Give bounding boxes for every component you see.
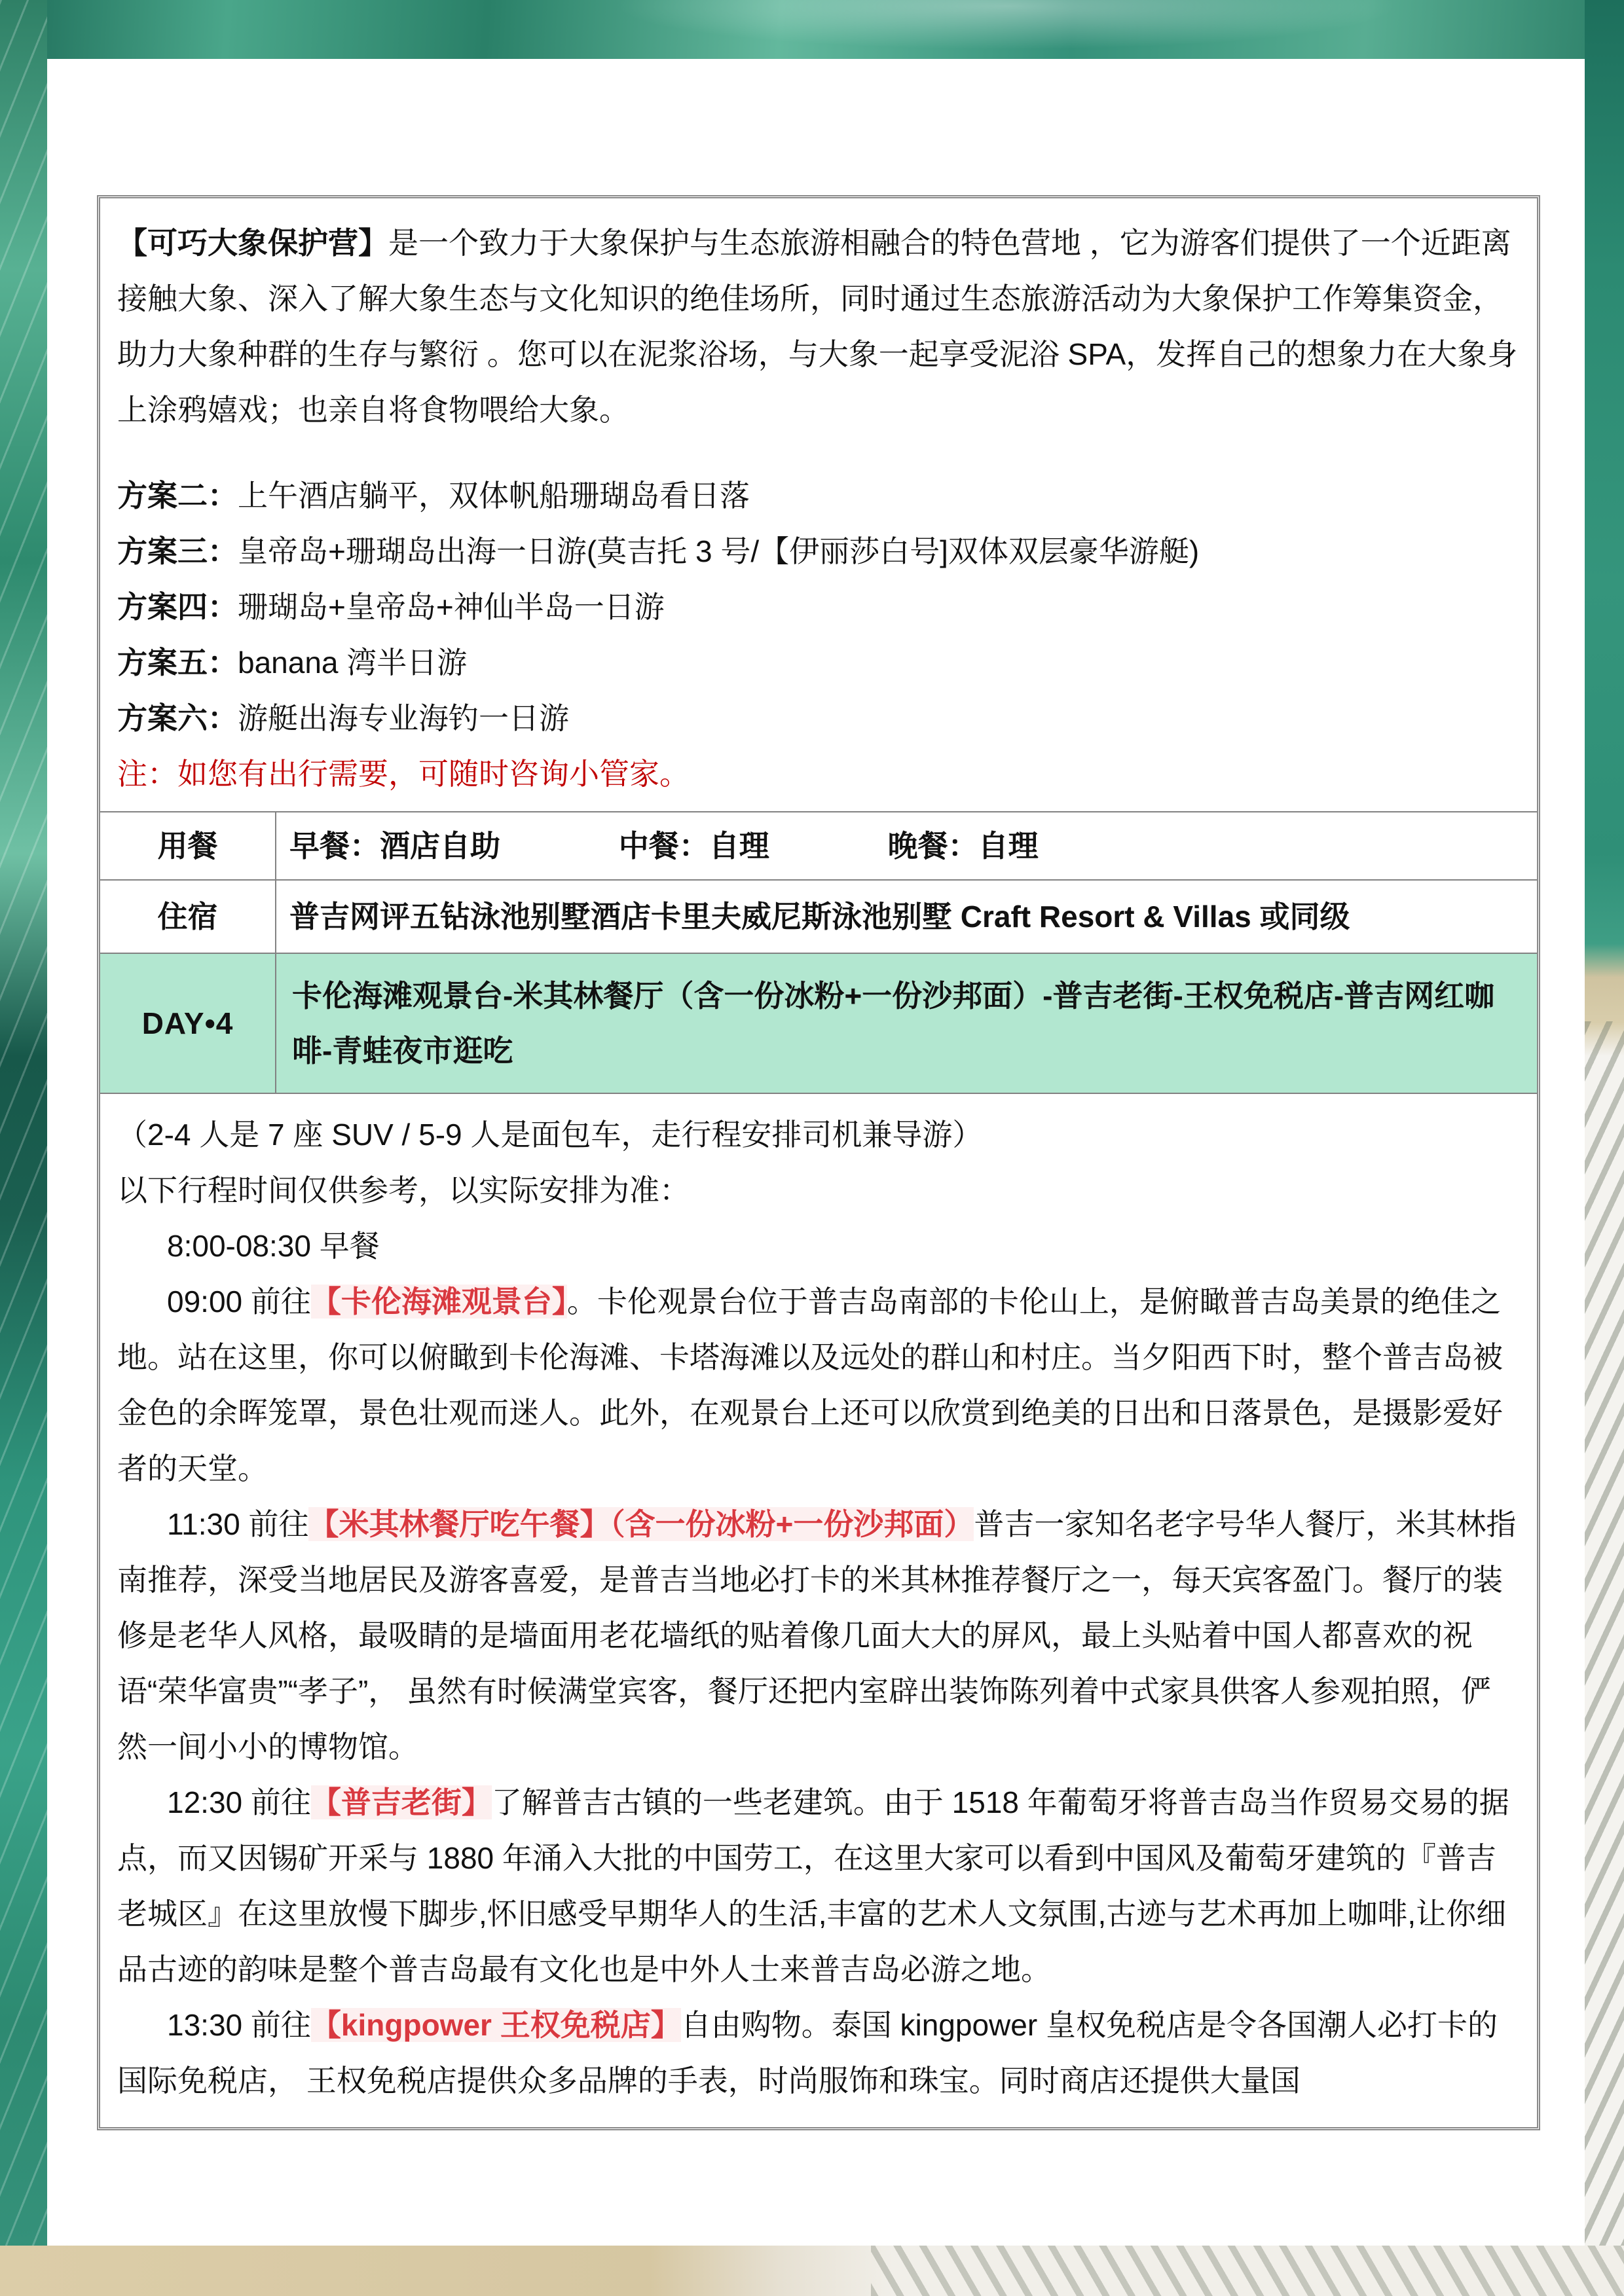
stop-1330-description: 自由购物。泰国 kingpower 皇权免税店是令各国潮人必打卡的国际免税店， 王权免税店提供众多品牌的手表，时尚服饰和珠宝。同时商店还提供大量国 xyxy=(117,2008,1498,2098)
stop-1230-prefix: 12:30 前往 xyxy=(167,1785,311,1819)
background-top-marble xyxy=(0,0,1624,60)
stay-row-value: 普吉网评五钻泳池别墅酒店卡里夫威尼斯泳池别墅 Craft Resort & Villas 或同级 xyxy=(276,880,1537,953)
stop-1130-prefix: 11:30 前往 xyxy=(167,1507,309,1541)
stop-1230-description: 了解普吉古镇的一些老建筑。由于 1518 年葡萄牙将普吉岛当作贸易交易的据点，而又因锡矿开采与 1880 年涌入大批的中国劳工，在这里大家可以看到中国风及葡萄牙建筑的『普吉老城区』在这里放慢下脚步,怀旧感受早期华人的生活,丰富的艺术人文氛围,古迹与艺术再加上咖啡,让你细品古迹的韵味是整个普吉岛最有文化也是中外人士来普吉岛必游之地。 xyxy=(117,1785,1509,1986)
time-reference-note: 以下行程时间仅供参考，以实际安排为准： xyxy=(117,1173,690,1207)
breakfast-value: 早餐：酒店自助 xyxy=(289,828,500,863)
plan-option-3 xyxy=(117,524,1520,579)
plan-option-5 xyxy=(117,635,1520,691)
meals-row-values xyxy=(276,812,1537,880)
day-info-table xyxy=(100,811,1537,1094)
plan-option-2 xyxy=(117,468,1520,524)
stop-1230-highlight: 【普吉老街】 xyxy=(310,1785,492,1819)
plan-option-6-label: 方案六： xyxy=(117,701,238,735)
stop-1330-kingpower-dutyfree xyxy=(117,1997,1520,2109)
meals-row-header: 用餐 xyxy=(100,812,276,880)
background-right-stripes xyxy=(1585,1021,1624,2247)
day4-itinerary xyxy=(100,1107,1537,2127)
stop-1130-highlight: 【米其林餐厅吃午餐】（含一份冰粉+一份沙邦面） xyxy=(308,1507,974,1541)
elephant-camp-text: 是一个致力于大象保护与生态旅游相融合的特色营地 ，它为游客们提供了一个近距离接触大象、深入了解大象生态与文化知识的绝佳场所，同时通过生态旅游活动为大象保护工作筹集资金，助力大象种群的生存与繁衍 。您可以在泥浆浴场，与大象一起享受泥浴 SPA，发挥自己的想象力在大象身上涂鸦嬉戏；也亲自将食物喂给大象。 xyxy=(117,226,1518,427)
stop-1130-description: 普吉一家知名老字号华人餐厅，米其林指南推荐，深受当地居民及游客喜爱，是普吉当地必打卡的米其林推荐餐厅之一，每天宾客盈门。餐厅的装修是老华人风格，最吸睛的是墙面用老花墙纸的贴着像几面大大的屏风，最上头贴着中国人都喜欢的祝语“荣华富贵”“孝子”， 虽然有时候满堂宾客，餐厅还把内室辟出装饰陈列着中式家具供客人参观拍照，俨然一间小小的博物馆。 xyxy=(117,1507,1517,1764)
itinerary-content-box xyxy=(97,195,1540,2130)
background-bottom-stripes xyxy=(871,2246,1624,2296)
day4-title: 卡伦海滩观景台-米其林餐厅（含一份冰粉+一份沙邦面）-普吉老街-王权免税店-普吉网红咖啡-青蛙夜市逛吃 xyxy=(276,953,1537,1093)
day4-row xyxy=(100,953,1537,1093)
butler-note: 注：如您有出行需要，可随时咨询小管家。 xyxy=(117,757,690,791)
plan-option-6-text: 游艇出海专业海钓一日游 xyxy=(238,701,569,735)
plan-option-3-text: 皇帝岛+珊瑚岛出海一日游(莫吉托 3 号/【伊丽莎白号]双体双层豪华游艇) xyxy=(238,534,1200,568)
plan-option-5-label: 方案五： xyxy=(117,646,238,680)
stop-1230-phuket-old-town xyxy=(117,1775,1520,1997)
breakfast-line: 8:00-08:30 早餐 xyxy=(167,1229,380,1263)
plan-option-4-text: 珊瑚岛+皇帝岛+神仙半岛一日游 xyxy=(238,590,665,624)
plan-option-2-text: 上午酒店躺平，双体帆船珊瑚岛看日落 xyxy=(238,479,750,513)
plan-option-5-text: banana 湾半日游 xyxy=(238,646,468,680)
elephant-camp-intro-paragraph xyxy=(117,215,1520,438)
plan-option-4-label: 方案四： xyxy=(117,590,238,624)
dinner-value: 晚餐：自理 xyxy=(887,828,1039,863)
stop-1130-michelin-restaurant xyxy=(117,1497,1520,1775)
stop-0900-karon-viewpoint xyxy=(117,1274,1520,1497)
plan-option-6 xyxy=(117,691,1520,746)
stop-0900-highlight: 【卡伦海滩观景台】 xyxy=(310,1285,567,1319)
plan-option-3-label: 方案三： xyxy=(117,534,238,568)
day4-label: DAY•4 xyxy=(100,953,276,1093)
stay-row-header: 住宿 xyxy=(100,880,276,953)
meals-row xyxy=(100,812,1537,880)
stay-row xyxy=(100,880,1537,953)
plan-options-list xyxy=(117,468,1520,746)
stop-1330-highlight: 【kingpower 王权免税店】 xyxy=(310,2008,681,2042)
plan-option-4 xyxy=(117,579,1520,635)
elephant-camp-title: 【可巧大象保护营】 xyxy=(117,226,388,260)
plan-option-2-label: 方案二： xyxy=(117,479,238,513)
background-left-marble xyxy=(0,0,47,2247)
stop-1330-prefix: 13:30 前往 xyxy=(167,2008,311,2042)
lunch-value: 中餐：自理 xyxy=(618,828,769,863)
stop-0900-prefix: 09:00 前往 xyxy=(167,1285,311,1319)
stop-0900-description: 。卡伦观景台位于普吉岛南部的卡伦山上，是俯瞰普吉岛美景的绝佳之地。站在这里，你可以俯瞰到卡伦海滩、卡塔海滩以及远处的群山和村庄。当夕阳西下时，整个普吉岛被金色的余晖笼罩，景色壮观而迷人。此外，在观景台上还可以欣赏到绝美的日出和日落景色，是摄影爱好者的天堂。 xyxy=(117,1285,1503,1485)
document-page xyxy=(47,59,1585,2246)
vehicle-note: （2-4 人是 7 座 SUV / 5-9 人是面包车，走行程安排司机兼导游） xyxy=(117,1118,983,1152)
